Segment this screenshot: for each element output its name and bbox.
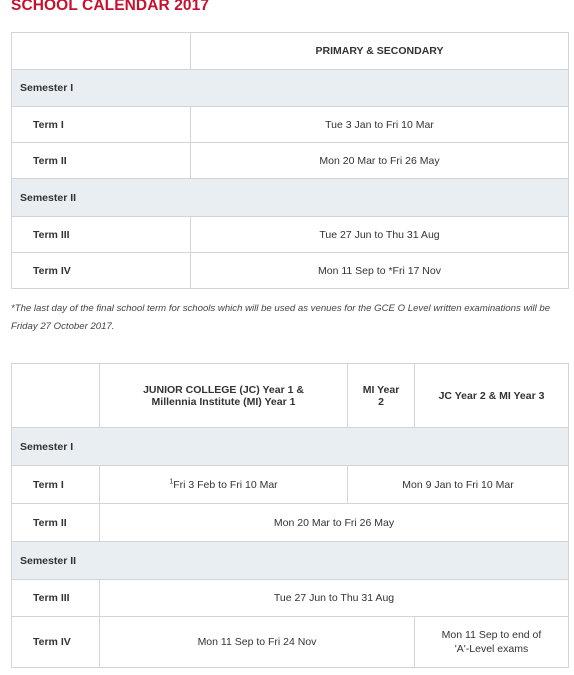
page-title: SCHOOL CALENDAR 2017	[11, 0, 210, 14]
term-dates: Tue 27 Jun to Thu 31 Aug	[191, 217, 569, 253]
term-dates: Mon 20 Mar to Fri 26 May	[191, 143, 569, 179]
term-label: Term I	[12, 107, 191, 143]
term-label: Term II	[12, 504, 100, 542]
term-label: Term III	[12, 580, 100, 617]
term-label: Term II	[12, 143, 191, 179]
primary-secondary-calendar-table	[11, 32, 569, 289]
header-mi-year2: MI Year 2	[348, 364, 415, 428]
term-label: Term IV	[12, 617, 100, 668]
table-row	[12, 217, 569, 253]
term-dates-text: Fri 3 Feb to Fri 10 Mar	[173, 478, 278, 491]
table-header-row	[12, 33, 569, 70]
term-dates: Mon 11 Sep to *Fri 17 Nov	[191, 253, 569, 289]
table-header-row	[12, 364, 569, 428]
semester-2-label: Semester II	[12, 179, 569, 217]
term-dates-other: Mon 9 Jan to Fri 10 Mar	[348, 466, 569, 504]
header-jc-year1: JUNIOR COLLEGE (JC) Year 1 & Millennia Institute (MI) Year 1	[100, 364, 348, 428]
semester-2-label: Semester II	[12, 542, 569, 580]
semester-row	[12, 179, 569, 217]
term-label: Term IV	[12, 253, 191, 289]
header-empty-cell	[12, 364, 100, 428]
term-label: Term III	[12, 217, 191, 253]
table-row	[12, 617, 569, 668]
table-row	[12, 253, 569, 289]
term-label: Term I	[12, 466, 100, 504]
term-dates-other: Mon 11 Sep to end of 'A'-Level exams	[415, 617, 569, 668]
term-dates: Tue 3 Jan to Fri 10 Mar	[191, 107, 569, 143]
term-dates-main: Mon 11 Sep to Fri 24 Nov	[100, 617, 415, 668]
table-row	[12, 580, 569, 617]
footnote: *The last day of the final school term for schools which will be used as venues for the GCE O Level written examinations will be Friday 27 October 2017.	[11, 303, 551, 332]
term-dates-year1	[100, 466, 348, 504]
table-row	[12, 504, 569, 542]
header-primary-secondary: PRIMARY & SECONDARY	[191, 33, 569, 70]
term-dates: Tue 27 Jun to Thu 31 Aug	[100, 580, 569, 617]
junior-college-calendar-table	[11, 363, 569, 668]
header-empty-cell	[12, 33, 191, 70]
term-dates: Mon 20 Mar to Fri 26 May	[100, 504, 569, 542]
table-row	[12, 143, 569, 179]
semester-1-label: Semester I	[12, 428, 569, 466]
table-row	[12, 107, 569, 143]
semester-row	[12, 542, 569, 580]
semester-row	[12, 428, 569, 466]
semester-row	[12, 70, 569, 107]
table-row	[12, 466, 569, 504]
footnote-marker: 1	[169, 478, 174, 485]
header-jc-year2-mi-year3: JC Year 2 & MI Year 3	[415, 364, 569, 428]
semester-1-label: Semester I	[12, 70, 569, 107]
